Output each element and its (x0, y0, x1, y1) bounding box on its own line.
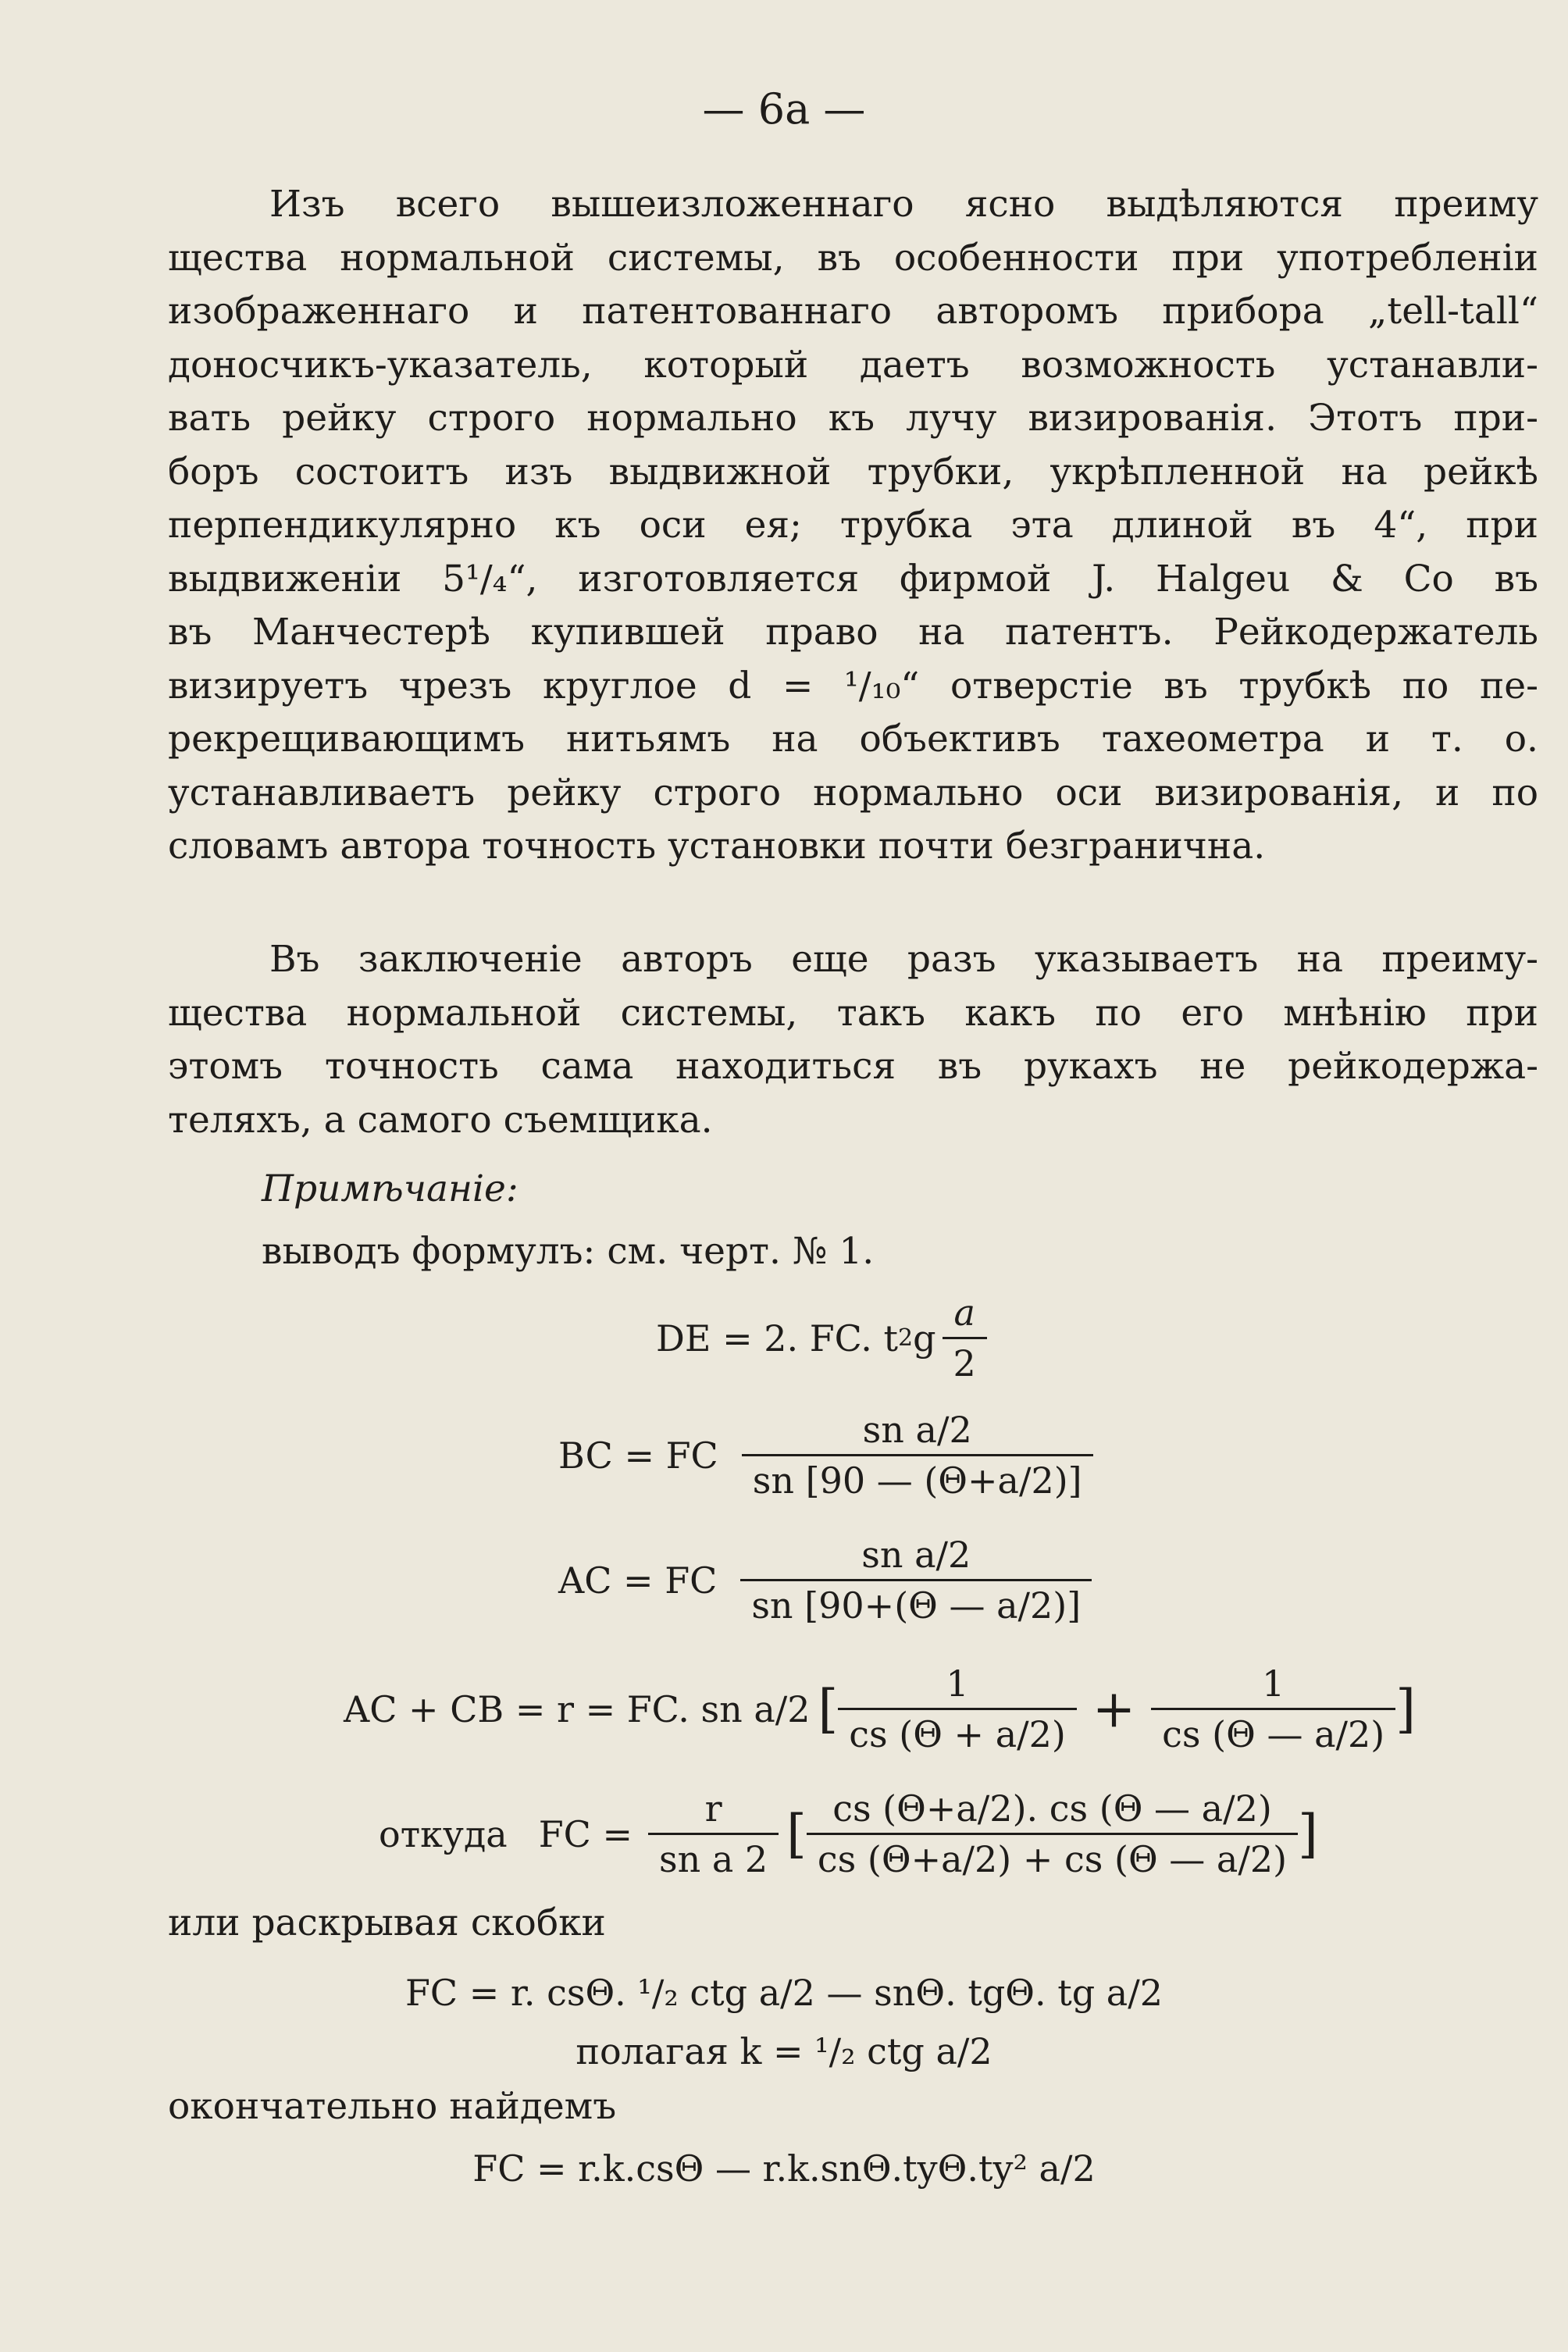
text-line: выдвиженіи 5¹/₄“, изготовляется фирмой J. Halgeu & Co въ (168, 557, 1538, 600)
formula-text: g (913, 1317, 936, 1360)
denominator: cs (Θ — a/2) (1151, 1708, 1395, 1759)
text-line: Изъ всего вышеизложеннаго ясно выдѣляются преиму (269, 183, 1538, 226)
formula-text: FC = (538, 1812, 633, 1855)
fraction (807, 1784, 1298, 1883)
whence-label: откуда (379, 1812, 508, 1855)
text-line: визируетъ чрезъ круглое d = ¹/₁₀“ отверстіе въ трубкѣ по пе- (168, 664, 1538, 707)
bracket-close: ] (1298, 1804, 1318, 1864)
paragraph-2 (168, 933, 1538, 1147)
numerator: r (704, 1787, 722, 1830)
formula-ac (558, 1531, 1092, 1630)
note-intro: выводъ формулъ: см. черт. № 1. (262, 1230, 875, 1273)
page-number: — 6а — (702, 84, 866, 134)
fraction (943, 1288, 987, 1388)
text-line: рекрещивающимъ нитьямъ на объективъ тахеометра и т. о. (168, 718, 1538, 761)
text-line: щества нормальной системы, въ особенности при употребленіи (168, 236, 1538, 280)
fraction (648, 1784, 779, 1883)
formula-de (656, 1288, 987, 1388)
fraction (740, 1531, 1092, 1630)
text-line: этомъ точность сама находиться въ рукахъ не рейкодержа- (168, 1045, 1538, 1088)
formula-whence (379, 1784, 1318, 1883)
text-line: словамъ автора точность установки почти безгранична. (168, 825, 1266, 868)
numerator: sn a/2 (861, 1534, 971, 1576)
denominator: cs (Θ+a/2) + cs (Θ — a/2) (807, 1833, 1298, 1883)
numerator: cs (Θ+a/2). cs (Θ — a/2) (832, 1787, 1272, 1830)
fraction (838, 1659, 1077, 1759)
formula-text: AC = FC (558, 1559, 718, 1602)
formula-fc1: FC = r. csΘ. ¹/₂ ctg a/2 — snΘ. tgΘ. tg a/2 (405, 1972, 1163, 2014)
note-heading: Примѣчаніе: (262, 1167, 519, 1210)
formula-sum (344, 1659, 1416, 1759)
bracket-open: [ (818, 1679, 839, 1739)
denominator: sn a 2 (648, 1833, 779, 1883)
numerator: 1 (946, 1662, 969, 1705)
numerator: 1 (1262, 1662, 1285, 1705)
text-line: доносчикъ-указатель, который даетъ возможность устанавли- (168, 343, 1538, 387)
denominator: 2 (943, 1337, 987, 1388)
numerator: sn a/2 (862, 1409, 972, 1451)
text-line: боръ состоитъ изъ выдвижной трубки, укрѣпленной на рейкѣ (168, 450, 1538, 494)
text-line: перпендикулярно къ оси ея; трубка эта длиной въ 4“, при (168, 504, 1538, 547)
numerator: a (953, 1292, 975, 1334)
text-line: изображеннаго и патентованнаго авторомъ прибора „tell-tall“ (168, 290, 1538, 333)
formula-text: BC = FC (558, 1434, 718, 1477)
denominator: sn [90 — (Θ+a/2)] (742, 1454, 1093, 1505)
fraction (742, 1406, 1093, 1505)
formula-assume: полагая k = ¹/₂ ctg a/2 (576, 2030, 992, 2072)
text-line: устанавливаетъ рейку строго нормально оси визированія, и по (168, 771, 1538, 814)
text-line: теляхъ, а самого съемщика. (168, 1098, 713, 1142)
formula-text: DE = 2. FC. t (656, 1317, 898, 1360)
denominator: sn [90+(Θ — a/2)] (740, 1579, 1092, 1630)
expand-text: или раскрывая скобки (168, 1901, 606, 1944)
formula-bc (558, 1406, 1093, 1505)
final-text: окончательно найдемъ (168, 2085, 617, 2128)
text-line: вать рейку строго нормально къ лучу визированія. Этотъ при- (168, 397, 1538, 440)
formula-sup: 2 (897, 1324, 914, 1352)
bracket-open: [ (786, 1804, 807, 1864)
formula-fc2: FC = r.k.csΘ — r.k.snΘ.tyΘ.ty² a/2 (472, 2147, 1096, 2190)
text-line: въ Манчестерѣ купившей право на патентъ. Рейкодержатель (168, 611, 1538, 654)
paragraph-1 (168, 178, 1538, 874)
text-line: Въ заключеніе авторъ еще разъ указываетъ на преиму- (269, 938, 1538, 981)
plus-sign: + (1092, 1679, 1136, 1739)
formula-text: AC + CB = r = FC. sn a/2 (344, 1687, 811, 1730)
bracket-close: ] (1395, 1679, 1416, 1739)
denominator: cs (Θ + a/2) (838, 1708, 1077, 1759)
text-line: щества нормальной системы, такъ какъ по его мнѣнію при (168, 991, 1538, 1035)
fraction (1151, 1659, 1395, 1759)
